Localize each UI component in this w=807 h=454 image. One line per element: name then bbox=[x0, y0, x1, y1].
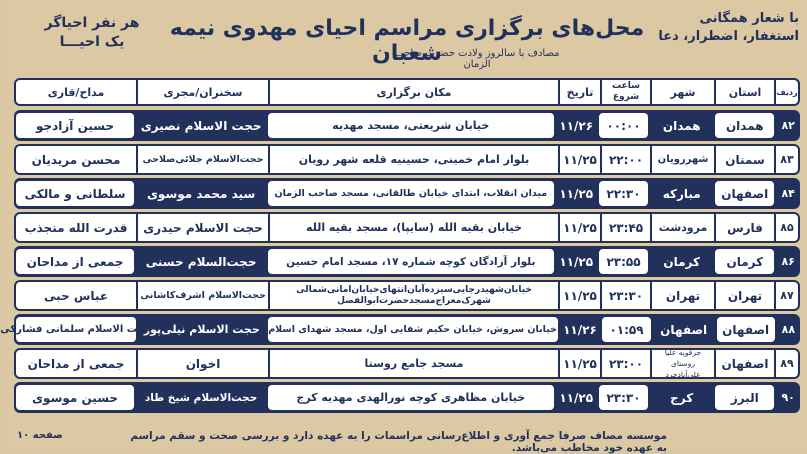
row-date: ۱۱/۲۵ bbox=[559, 390, 594, 405]
row-time: ۰۱:۵۹ bbox=[602, 317, 650, 342]
row-time: ۲۳:۴۵ bbox=[600, 214, 650, 241]
row-place: خیابان‌شهیدرجایی‌سیزده‌آبان‌انتهای‌خیابان‌امانی‌شمالی شهرک‌معراج‌مسجد‌حضرت‌ابوالفضل bbox=[268, 282, 558, 309]
row-speaker: حجت الاسلام حیدری bbox=[136, 214, 268, 241]
schedule-table bbox=[0, 78, 800, 416]
row-speaker: سید محمد موسوی bbox=[146, 186, 256, 201]
row-singer: حجت الاسلام سلمانی فشارکی bbox=[16, 317, 136, 342]
row-singer: سلطانی و مالکی bbox=[16, 181, 134, 206]
row-num: ۸۹ bbox=[774, 350, 798, 377]
header-date: تاریخ bbox=[558, 80, 600, 104]
row-date: ۱۱/۲۶ bbox=[563, 322, 597, 337]
row-date: ۱۱/۲۵ bbox=[558, 282, 600, 309]
row-num: ۸۷ bbox=[774, 282, 798, 309]
slogan-left-line1: هر نفر احیاگر bbox=[44, 15, 140, 31]
row-time: ۲۳:۳۰ bbox=[599, 385, 648, 410]
row-city: مبارکه bbox=[662, 186, 701, 201]
row-place: خیابان شریعتی، مسجد مهدیه bbox=[268, 113, 553, 138]
row-singer: جمعی از مداحان bbox=[16, 249, 134, 274]
row-singer: حسین آزادجو bbox=[16, 113, 134, 138]
page-title: محل‌های برگزاری مراسم احیای مهدوی نیمه شعبان bbox=[169, 16, 645, 66]
row-date: ۱۱/۲۶ bbox=[559, 118, 594, 133]
row-date: ۱۱/۲۵ bbox=[558, 214, 600, 241]
row-speaker: حجت‌الاسلام جلائی‌صلاحی bbox=[136, 146, 268, 173]
row-speaker: حجت‌الاسلام شیخ طاد bbox=[144, 391, 258, 404]
row-singer: قدرت الله منجذب bbox=[24, 220, 128, 235]
header-province: استان bbox=[714, 80, 774, 104]
slogan-right bbox=[649, 10, 799, 46]
row-place: مسجد جامع روستا bbox=[268, 350, 558, 377]
row-place: میدان انقلاب، ابتدای خیابان طالقانی، مسجد صاحب الزمان bbox=[268, 181, 553, 206]
page-subtitle: مصادف با سالروز ولادت حضرت صاحب الزمان bbox=[394, 48, 560, 70]
table-row bbox=[14, 246, 800, 277]
row-place: بلوار آزادگان کوچه شماره ۱۷، مسجد امام حسین bbox=[268, 249, 553, 274]
table-row bbox=[0, 314, 800, 345]
row-num: ۹۰ bbox=[781, 391, 795, 404]
row-city: جرقویه علیا روستای علی‌آبادجرد bbox=[650, 350, 714, 377]
row-province: اصفهان bbox=[715, 181, 774, 206]
row-date: ۱۱/۲۵ bbox=[558, 350, 600, 377]
page-number: صفحه ۱۰ bbox=[17, 430, 63, 441]
row-city: کرج bbox=[670, 390, 694, 405]
row-city: تهران bbox=[650, 282, 714, 309]
row-province: سمنان bbox=[714, 146, 774, 173]
row-time: ۲۳:۰۰ bbox=[600, 350, 650, 377]
table-row bbox=[14, 382, 800, 413]
table-header-row bbox=[14, 78, 800, 106]
row-city: اصفهان bbox=[660, 322, 708, 337]
row-speaker: حجت الاسلام نصیری bbox=[140, 118, 262, 133]
row-date: ۱۱/۲۵ bbox=[558, 146, 600, 173]
row-city: کرمان bbox=[663, 254, 700, 269]
slogan-right-line1: با شعار همگانی bbox=[699, 11, 799, 26]
row-place: خیابان سروش، خیابان حکیم شفایی اول، مسجد شهدای اسلام bbox=[268, 317, 558, 342]
row-city: همدان bbox=[662, 118, 701, 133]
row-time: ۲۳:۵۵ bbox=[599, 249, 648, 274]
row-city: مرودشت bbox=[650, 214, 714, 241]
row-time: ۲۳:۳۰ bbox=[600, 282, 650, 309]
row-province: کرمان bbox=[715, 249, 774, 274]
row-province: تهران bbox=[714, 282, 774, 309]
row-city: شهررویان bbox=[650, 146, 714, 173]
row-time: ۰۰:۰۰ bbox=[599, 113, 648, 138]
slogan-right-line2: استغفار، اضطرار، دعا bbox=[658, 29, 799, 44]
table-row bbox=[14, 110, 800, 141]
row-speaker: حجت الاسلام نیلی‌پور bbox=[143, 323, 260, 336]
row-province: البرز bbox=[715, 385, 774, 410]
row-singer: حسین موسوی bbox=[16, 385, 134, 410]
footer-disclaimer: موسسه مصاف صرفا جمع آوری و اطلاع‌رسانی مراسمات را به عهده دارد و بررسی صحت و سقم مراسم به عهده خود مخاطب می‌باشد. bbox=[130, 430, 667, 454]
slogan-left bbox=[37, 14, 147, 52]
row-place: خیابان بقیه الله (سایپا)، مسجد بقیه الله bbox=[268, 214, 558, 241]
table-row bbox=[14, 280, 800, 311]
row-singer: محسن مریدیان bbox=[31, 152, 121, 167]
row-num: ۸۲ bbox=[781, 119, 795, 132]
row-num: ۸۸ bbox=[781, 323, 796, 336]
row-province: اصفهان bbox=[717, 317, 775, 342]
row-singer: جمعی از مداحان bbox=[27, 356, 125, 371]
row-province: همدان bbox=[715, 113, 774, 138]
row-province: فارس bbox=[714, 214, 774, 241]
table-row bbox=[14, 178, 800, 209]
table-row bbox=[14, 144, 800, 175]
row-time: ۲۲:۳۰ bbox=[599, 181, 648, 206]
header-singer: مداح/قاری bbox=[47, 85, 105, 99]
row-speaker: حجت‌السلام حسنی bbox=[145, 254, 257, 269]
row-num: ۸۵ bbox=[774, 214, 798, 241]
header-place: مکان برگزاری bbox=[268, 80, 558, 104]
header-num: ردیف bbox=[774, 80, 798, 104]
row-time: ۲۲:۰۰ bbox=[600, 146, 650, 173]
row-province: اصفهان bbox=[714, 350, 774, 377]
row-date: ۱۱/۲۵ bbox=[559, 186, 594, 201]
table-row bbox=[14, 212, 800, 243]
header-time: ساعت شروع bbox=[600, 80, 650, 104]
header-speaker: سخنران/مجری bbox=[136, 80, 268, 104]
table-row bbox=[14, 348, 800, 379]
row-num: ۸۳ bbox=[774, 146, 798, 173]
row-place: خیابان مظاهری کوچه نورالهدی مهدیه کرج bbox=[268, 385, 553, 410]
header-city: شهر bbox=[650, 80, 714, 104]
slogan-left-line2: یک احیـــا bbox=[59, 34, 125, 50]
row-date: ۱۱/۲۵ bbox=[559, 254, 594, 269]
row-num: ۸۶ bbox=[781, 255, 795, 268]
row-num: ۸۴ bbox=[781, 187, 795, 200]
row-speaker: حجت‌الاسلام اشرف‌کاشانی bbox=[136, 282, 268, 309]
row-place: بلوار امام خمینی، حسینیه قلعه شهر رویان bbox=[268, 146, 558, 173]
row-singer: عباس حبی bbox=[43, 288, 109, 303]
row-speaker: اخوان bbox=[136, 350, 268, 377]
